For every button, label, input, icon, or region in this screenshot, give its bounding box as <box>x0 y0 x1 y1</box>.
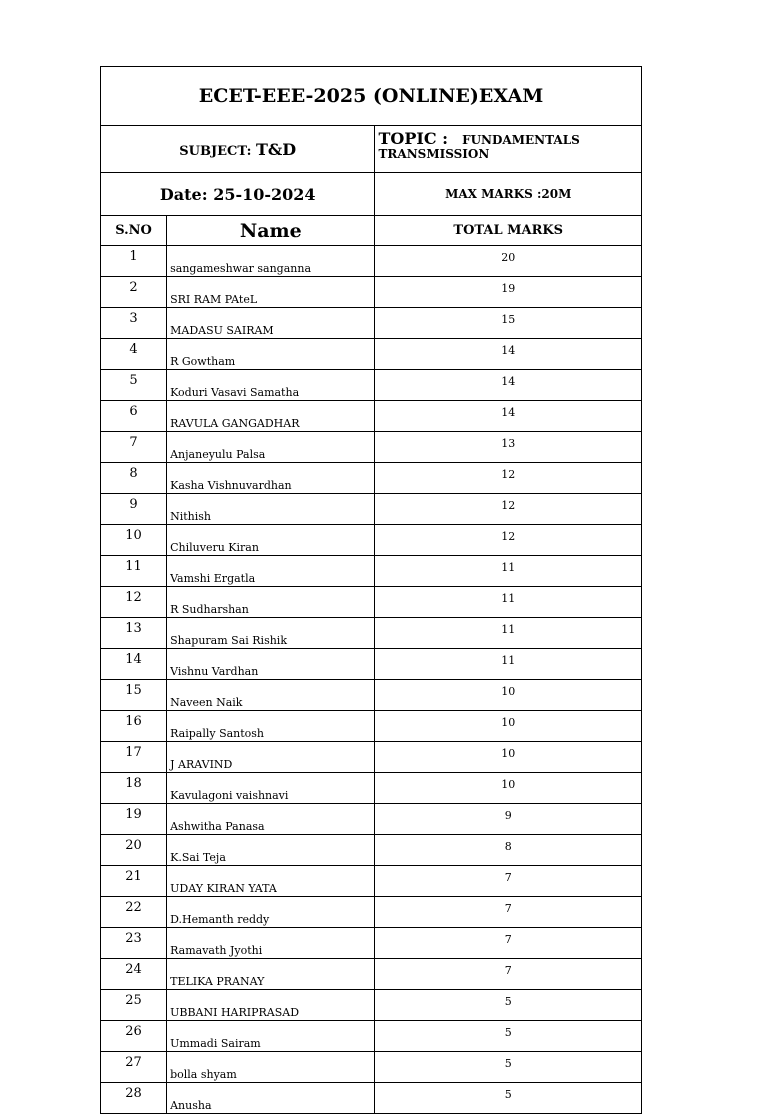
table-row <box>101 1021 642 1052</box>
row-sno: 24 <box>101 959 167 990</box>
row-name: J ARAVIND <box>167 742 375 773</box>
table-row <box>101 277 642 308</box>
table-row <box>101 370 642 401</box>
subject-cell <box>101 126 375 173</box>
row-name: RAVULA GANGADHAR <box>167 401 375 432</box>
row-sno: 1 <box>101 246 167 277</box>
row-name: UDAY KIRAN YATA <box>167 866 375 897</box>
table-row <box>101 928 642 959</box>
row-marks: 10 <box>375 680 642 711</box>
row-marks: 20 <box>375 246 642 277</box>
table-row <box>101 804 642 835</box>
row-name: R Gowtham <box>167 339 375 370</box>
row-marks: 14 <box>375 339 642 370</box>
row-name: sangameshwar sanganna <box>167 246 375 277</box>
header-name: Name <box>167 216 375 246</box>
row-name: D.Hemanth reddy <box>167 897 375 928</box>
row-marks: 5 <box>375 1052 642 1083</box>
row-sno: 25 <box>101 990 167 1021</box>
row-sno: 16 <box>101 711 167 742</box>
table-row <box>101 246 642 277</box>
row-name: Koduri Vasavi Samatha <box>167 370 375 401</box>
row-name: Naveen Naik <box>167 680 375 711</box>
row-sno: 23 <box>101 928 167 959</box>
row-sno: 10 <box>101 525 167 556</box>
row-name: Anusha <box>167 1083 375 1114</box>
table-row <box>101 649 642 680</box>
table-row <box>101 866 642 897</box>
row-sno: 26 <box>101 1021 167 1052</box>
row-sno: 27 <box>101 1052 167 1083</box>
topic-value-line2: TRANSMISSION <box>378 147 490 161</box>
row-marks: 5 <box>375 990 642 1021</box>
row-name: K.Sai Teja <box>167 835 375 866</box>
row-name: Raipally Santosh <box>167 711 375 742</box>
row-marks: 12 <box>375 525 642 556</box>
table-row <box>101 494 642 525</box>
row-sno: 12 <box>101 587 167 618</box>
topic-label: TOPIC : <box>378 129 449 148</box>
exam-date: Date: 25-10-2024 <box>101 173 375 216</box>
row-sno: 18 <box>101 773 167 804</box>
row-marks: 7 <box>375 928 642 959</box>
row-marks: 5 <box>375 1021 642 1052</box>
table-row <box>101 401 642 432</box>
row-marks: 8 <box>375 835 642 866</box>
row-name: Kavulagoni vaishnavi <box>167 773 375 804</box>
row-sno: 8 <box>101 463 167 494</box>
table-row <box>101 463 642 494</box>
table-row <box>101 835 642 866</box>
row-sno: 2 <box>101 277 167 308</box>
row-name: Chiluveru Kiran <box>167 525 375 556</box>
row-marks: 7 <box>375 866 642 897</box>
row-sno: 19 <box>101 804 167 835</box>
row-sno: 20 <box>101 835 167 866</box>
row-name: TELIKA PRANAY <box>167 959 375 990</box>
subject-label: SUBJECT: <box>179 143 252 159</box>
table-row <box>101 1052 642 1083</box>
row-sno: 3 <box>101 308 167 339</box>
row-marks: 5 <box>375 1083 642 1114</box>
row-sno: 21 <box>101 866 167 897</box>
row-sno: 22 <box>101 897 167 928</box>
row-marks: 10 <box>375 773 642 804</box>
row-sno: 4 <box>101 339 167 370</box>
row-name: Vishnu Vardhan <box>167 649 375 680</box>
row-marks: 12 <box>375 463 642 494</box>
table-row <box>101 711 642 742</box>
row-marks: 19 <box>375 277 642 308</box>
row-name: Anjaneyulu Palsa <box>167 432 375 463</box>
row-name: Ummadi Sairam <box>167 1021 375 1052</box>
row-marks: 7 <box>375 897 642 928</box>
row-name: R Sudharshan <box>167 587 375 618</box>
table-row <box>101 773 642 804</box>
table-row <box>101 990 642 1021</box>
row-marks: 7 <box>375 959 642 990</box>
header-sno: S.NO <box>101 216 167 246</box>
row-marks: 11 <box>375 649 642 680</box>
topic-cell <box>375 126 642 173</box>
row-marks: 10 <box>375 711 642 742</box>
table-row <box>101 680 642 711</box>
header-total-marks: TOTAL MARKS <box>375 216 642 246</box>
row-name: bolla shyam <box>167 1052 375 1083</box>
row-sno: 28 <box>101 1083 167 1114</box>
row-sno: 17 <box>101 742 167 773</box>
table-header-row <box>101 216 642 246</box>
row-name: SRI RAM PAteL <box>167 277 375 308</box>
row-sno: 11 <box>101 556 167 587</box>
table-row <box>101 556 642 587</box>
row-name: Vamshi Ergatla <box>167 556 375 587</box>
row-sno: 15 <box>101 680 167 711</box>
row-sno: 9 <box>101 494 167 525</box>
table-row <box>101 308 642 339</box>
marks-sheet <box>100 66 642 1114</box>
row-marks: 13 <box>375 432 642 463</box>
row-marks: 14 <box>375 401 642 432</box>
row-marks: 15 <box>375 308 642 339</box>
subject-value: T&D <box>255 139 297 159</box>
row-name: Shapuram Sai Rishik <box>167 618 375 649</box>
row-marks: 11 <box>375 556 642 587</box>
row-marks: 14 <box>375 370 642 401</box>
table-row <box>101 1083 642 1114</box>
table-row <box>101 897 642 928</box>
table-row <box>101 587 642 618</box>
row-name: Ramavath Jyothi <box>167 928 375 959</box>
row-name: MADASU SAIRAM <box>167 308 375 339</box>
row-marks: 10 <box>375 742 642 773</box>
row-sno: 7 <box>101 432 167 463</box>
table-row <box>101 959 642 990</box>
row-marks: 11 <box>375 618 642 649</box>
table-row <box>101 339 642 370</box>
row-marks: 9 <box>375 804 642 835</box>
topic-value-line1: FUNDAMENTALS <box>462 133 580 147</box>
table-row <box>101 742 642 773</box>
table-row <box>101 618 642 649</box>
row-name: Ashwitha Panasa <box>167 804 375 835</box>
table-row <box>101 525 642 556</box>
max-marks: MAX MARKS :20M <box>375 173 642 216</box>
table-row <box>101 432 642 463</box>
row-sno: 5 <box>101 370 167 401</box>
row-sno: 14 <box>101 649 167 680</box>
row-name: Nithish <box>167 494 375 525</box>
row-sno: 13 <box>101 618 167 649</box>
row-sno: 6 <box>101 401 167 432</box>
exam-title: ECET-EEE-2025 (ONLINE)EXAM <box>101 67 642 126</box>
row-marks: 11 <box>375 587 642 618</box>
row-name: Kasha Vishnuvardhan <box>167 463 375 494</box>
row-name: UBBANI HARIPRASAD <box>167 990 375 1021</box>
row-marks: 12 <box>375 494 642 525</box>
